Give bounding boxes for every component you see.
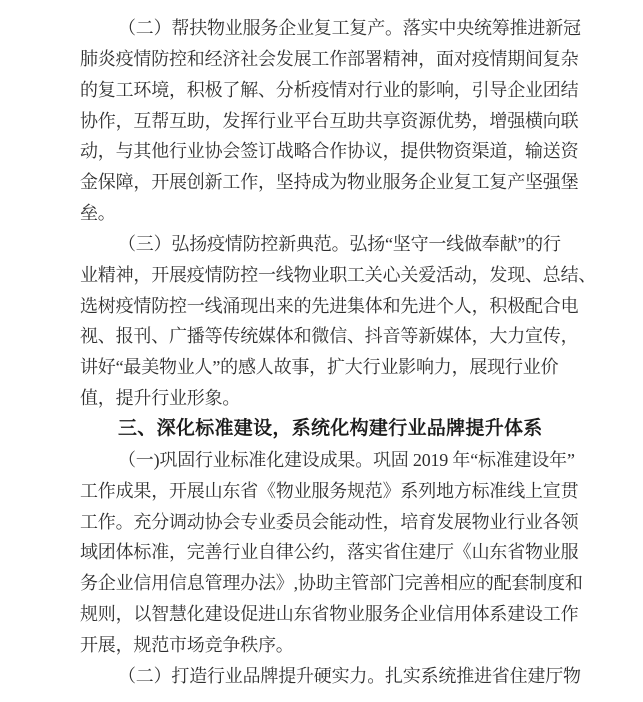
text-line: 协作，互帮互助，发挥行业平台互助共享资源优势，增强横向联 (80, 110, 579, 131)
text-line: 动，与其他行业协会签订战略合作协议，提供物资渠道，输送资 (80, 141, 579, 162)
paragraph-first-line: （三）弘扬疫情防控新典范。弘扬“坚守一线做奉献”的行 (118, 233, 561, 254)
text-line: 工作。充分调动协会专业委员会能动性，培育发展物业行业各领 (80, 511, 579, 532)
section-heading: 三、深化标准建设，系统化构建行业品牌提升体系 (118, 417, 543, 439)
text-line: 值，提升行业形象。 (80, 388, 241, 409)
paragraph-first-line: （二）帮扶物业服务企业复工复产。落实中央统筹推进新冠 (118, 18, 581, 38)
text-line: 选树疫情防控一线涌现出来的先进集体和先进个人，积极配合电 (80, 295, 579, 316)
text-line: 业精神，开展疫情防控一线物业职工关心关爱活动，发现、总结、 (80, 264, 597, 285)
text-line: 金保障，开展创新工作，坚持成为物业服务企业复工复产坚强堡 (80, 172, 579, 193)
text-line: 工作成果，开展山东省《物业服务规范》系列地方标准线上宣贯 (80, 480, 579, 501)
text-line: 务企业信用信息管理办法》,协助主管部门完善相应的配套制度和 (80, 573, 583, 594)
text-line: 讲好“最美物业人”的感人故事，扩大行业影响力，展现行业价 (80, 357, 559, 378)
text-line: 垒。 (80, 203, 116, 224)
paragraph-first-line: （二）打造行业品牌提升硬实力。扎实系统推进省住建厅物 (118, 665, 581, 686)
text-line: 域团体标准，完善行业自律公约，落实省住建厅《山东省物业服 (80, 542, 579, 563)
text-line: 的复工环境，积极了解、分析疫情对行业的影响，引导企业团结 (80, 79, 579, 100)
text-line: 肺炎疫情防控和经济社会发展工作部署精神，面对疫情期间复杂 (80, 48, 579, 69)
text-line: 视、报刊、广播等传统媒体和微信、抖音等新媒体，大力宣传， (80, 326, 579, 347)
paragraph-first-line: （一)巩固行业标准化建设成果。巩固 2019 年“标准建设年” (118, 449, 575, 470)
text-line: 开展，规范市场竞争秩序。 (80, 634, 294, 655)
text-line: 规则，以智慧化建设促进山东省物业服务企业信用体系建设工作 (80, 604, 579, 625)
